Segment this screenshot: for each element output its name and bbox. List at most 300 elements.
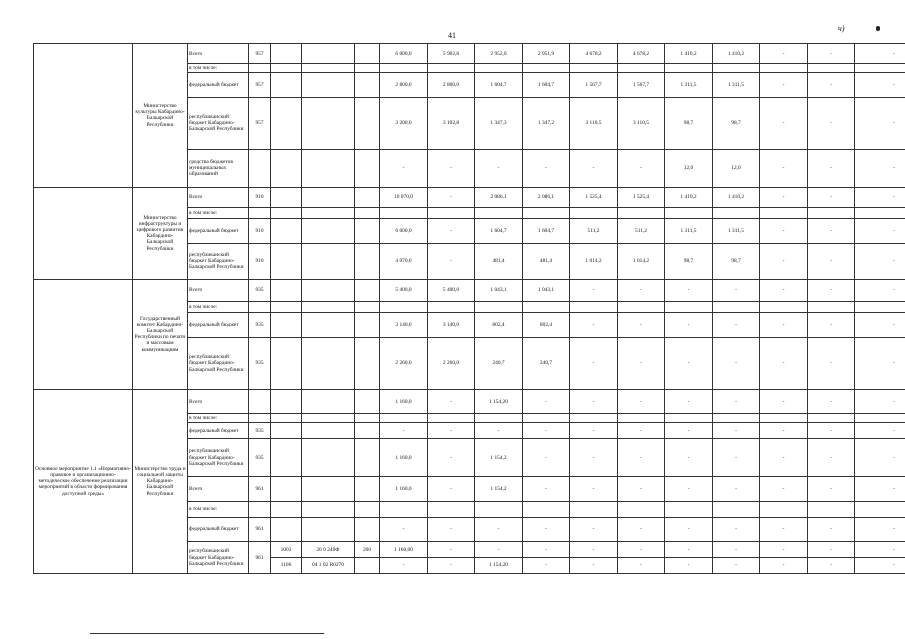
funding-source-cell: республиканский бюджет Кабардино-Балкарской Республики xyxy=(188,542,249,574)
value-cell: 1 014,2 xyxy=(570,243,618,279)
value-cell: - xyxy=(855,338,905,390)
value-cell: 1 311,5 xyxy=(665,73,713,98)
value-cell: - xyxy=(523,439,570,477)
value-cell: - xyxy=(855,219,905,244)
value-cell xyxy=(760,502,808,518)
value-cell xyxy=(380,302,428,313)
value-cell: 1 311,5 xyxy=(713,219,760,244)
value-cell: - xyxy=(428,149,475,187)
value-cell: - xyxy=(523,389,570,414)
value-cell: - xyxy=(428,243,475,279)
value-cell: - xyxy=(760,219,808,244)
value-cell: - xyxy=(808,149,855,187)
value-cell xyxy=(428,64,475,73)
value-cell xyxy=(808,502,855,518)
value-cell: - xyxy=(713,542,760,558)
grbs-cell: 910 xyxy=(249,219,271,244)
value-cell xyxy=(570,207,618,218)
value-cell: - xyxy=(855,243,905,279)
value-cell: 1 160,0 xyxy=(380,389,428,414)
csr-cell xyxy=(302,187,355,207)
value-cell: 1 604,7 xyxy=(523,219,570,244)
funding-source-cell: федеральный бюджет xyxy=(188,219,249,244)
value-cell: 98,7 xyxy=(665,97,713,149)
grbs-cell: 961 xyxy=(249,477,271,502)
value-cell: - xyxy=(618,542,665,558)
value-cell xyxy=(618,302,665,313)
funding-source-cell: федеральный бюджет xyxy=(188,517,249,542)
value-cell: 1 525,4 xyxy=(618,187,665,207)
value-cell: - xyxy=(713,477,760,502)
value-cell: 98,7 xyxy=(665,243,713,279)
value-cell xyxy=(570,64,618,73)
value-cell: 1 347,3 xyxy=(475,97,523,149)
value-cell: - xyxy=(618,313,665,338)
vr-cell xyxy=(355,502,380,518)
value-cell xyxy=(475,207,523,218)
grbs-cell: 935 xyxy=(249,423,271,439)
value-cell: - xyxy=(618,517,665,542)
value-cell: - xyxy=(475,517,523,542)
value-cell: - xyxy=(808,97,855,149)
value-cell: - xyxy=(760,558,808,574)
csr-cell xyxy=(302,243,355,279)
value-cell: 2 260,0 xyxy=(380,338,428,390)
value-cell: - xyxy=(428,517,475,542)
value-cell: - xyxy=(760,187,808,207)
value-cell: - xyxy=(523,477,570,502)
value-cell: - xyxy=(760,313,808,338)
value-cell: 3 102,8 xyxy=(428,97,475,149)
value-cell: - xyxy=(855,389,905,414)
value-cell: - xyxy=(523,423,570,439)
value-cell: 481,4 xyxy=(475,243,523,279)
value-cell xyxy=(570,302,618,313)
vr-cell xyxy=(355,423,380,439)
value-cell: 12,0 xyxy=(713,149,760,187)
grbs-cell: 910 xyxy=(249,187,271,207)
value-cell: 1 160,00 xyxy=(380,542,428,558)
rz-pr-cell xyxy=(271,243,302,279)
value-cell xyxy=(855,414,905,423)
value-cell: 1 043,1 xyxy=(475,279,523,301)
value-cell: - xyxy=(713,423,760,439)
executor-cell: Министерство инфраструктуры и цифрового развития Кабардино-Балкарской Республики xyxy=(133,187,188,279)
value-cell: 4 678,2 xyxy=(618,44,665,64)
value-cell: - xyxy=(855,187,905,207)
csr-cell xyxy=(302,439,355,477)
funding-source-cell: в том числе: xyxy=(188,207,249,218)
value-cell xyxy=(665,64,713,73)
funding-source-cell: республиканский бюджет Кабардино-Балкарской Республики xyxy=(188,338,249,390)
value-cell: 1 014,2 xyxy=(618,243,665,279)
vr-cell: 200 xyxy=(355,542,380,558)
value-cell: - xyxy=(618,439,665,477)
csr-cell xyxy=(302,207,355,218)
rz-pr-cell xyxy=(271,389,302,414)
footer-rule xyxy=(90,633,324,634)
value-cell: - xyxy=(523,517,570,542)
value-cell: - xyxy=(665,338,713,390)
value-cell: - xyxy=(713,558,760,574)
rz-pr-cell xyxy=(271,313,302,338)
value-cell: 2 800,0 xyxy=(380,73,428,98)
value-cell xyxy=(665,207,713,218)
grbs-cell: 935 xyxy=(249,313,271,338)
grbs-cell: 935 xyxy=(249,439,271,477)
value-cell: 802,4 xyxy=(475,313,523,338)
rz-pr-cell: 1106 xyxy=(271,558,302,574)
value-cell xyxy=(808,414,855,423)
csr-cell xyxy=(302,414,355,423)
csr-cell xyxy=(302,477,355,502)
value-cell: - xyxy=(428,389,475,414)
vr-cell xyxy=(355,439,380,477)
value-cell: 1 347,2 xyxy=(523,97,570,149)
grbs-cell: 957 xyxy=(249,97,271,149)
value-cell: - xyxy=(428,423,475,439)
value-cell xyxy=(665,414,713,423)
value-cell: 6 000,0 xyxy=(380,219,428,244)
value-cell: 1 604,7 xyxy=(475,73,523,98)
value-cell: - xyxy=(618,389,665,414)
value-cell xyxy=(808,207,855,218)
value-cell: - xyxy=(855,73,905,98)
value-cell: - xyxy=(665,389,713,414)
value-cell xyxy=(380,414,428,423)
value-cell: - xyxy=(855,542,905,558)
measure-cell xyxy=(34,279,133,389)
grbs-cell: 957 xyxy=(249,44,271,64)
value-cell: - xyxy=(665,477,713,502)
vr-cell xyxy=(355,219,380,244)
value-cell: - xyxy=(760,149,808,187)
value-cell: - xyxy=(713,338,760,390)
value-cell: - xyxy=(475,423,523,439)
value-cell: 2 086,1 xyxy=(523,187,570,207)
value-cell: 4 678,2 xyxy=(570,44,618,64)
rz-pr-cell xyxy=(271,187,302,207)
rz-pr-cell xyxy=(271,64,302,73)
value-cell xyxy=(665,302,713,313)
value-cell: 511,2 xyxy=(618,219,665,244)
vr-cell xyxy=(355,207,380,218)
funding-source-cell: республиканский бюджет Кабардино-Балкарской Республики xyxy=(188,243,249,279)
value-cell xyxy=(380,207,428,218)
value-cell: 3 140,0 xyxy=(380,313,428,338)
value-cell: - xyxy=(570,477,618,502)
value-cell: - xyxy=(760,97,808,149)
value-cell: - xyxy=(808,313,855,338)
value-cell: 1 410,2 xyxy=(713,44,760,64)
value-cell: 6 000,0 xyxy=(380,44,428,64)
funding-source-cell: Всего xyxy=(188,389,249,414)
funding-source-cell: Всего xyxy=(188,187,249,207)
value-cell xyxy=(523,414,570,423)
executor-cell: Министерство культуры Кабардино-Балкарской Республики xyxy=(133,44,188,188)
measure-cell: Основное мероприятие 1.1 «Нормативно-правовое и организационно-методическое обеспечение реализации мероприятий в области формирования доступной среды» xyxy=(34,389,133,573)
rz-pr-cell xyxy=(271,477,302,502)
value-cell: 3 140,0 xyxy=(428,313,475,338)
value-cell xyxy=(855,502,905,518)
value-cell xyxy=(760,207,808,218)
value-cell: 5 902,8 xyxy=(428,44,475,64)
rz-pr-cell xyxy=(271,502,302,518)
value-cell: - xyxy=(855,439,905,477)
vr-cell xyxy=(355,64,380,73)
table-row xyxy=(34,389,905,414)
csr-cell xyxy=(302,502,355,518)
value-cell: 10 070,0 xyxy=(380,187,428,207)
value-cell: - xyxy=(428,187,475,207)
csr-cell xyxy=(302,338,355,390)
value-cell: - xyxy=(855,279,905,301)
value-cell: - xyxy=(760,243,808,279)
value-cell: - xyxy=(618,423,665,439)
value-cell: - xyxy=(713,389,760,414)
value-cell: - xyxy=(808,44,855,64)
rz-pr-cell xyxy=(271,219,302,244)
rz-pr-cell xyxy=(271,207,302,218)
rz-pr-cell xyxy=(271,338,302,390)
value-cell xyxy=(760,302,808,313)
executor-cell: Государственный комитет Кабардино-Балкарской Республики по печати и массовым коммуникациям xyxy=(133,279,188,389)
value-cell: - xyxy=(475,542,523,558)
vr-cell xyxy=(355,187,380,207)
value-cell: 481,4 xyxy=(523,243,570,279)
value-cell: - xyxy=(808,73,855,98)
value-cell: - xyxy=(523,542,570,558)
funding-source-cell: федеральный бюджет xyxy=(188,73,249,98)
value-cell: 2 952,0 xyxy=(475,44,523,64)
csr-cell xyxy=(302,64,355,73)
value-cell: 511,2 xyxy=(570,219,618,244)
value-cell: - xyxy=(808,558,855,574)
value-cell: - xyxy=(618,558,665,574)
value-cell: - xyxy=(570,542,618,558)
grbs-cell xyxy=(249,207,271,218)
csr-cell xyxy=(302,517,355,542)
grbs-cell: 935 xyxy=(249,338,271,390)
funding-source-cell: в том числе: xyxy=(188,502,249,518)
value-cell: - xyxy=(760,279,808,301)
value-cell xyxy=(475,302,523,313)
value-cell xyxy=(523,302,570,313)
value-cell: 1 160,0 xyxy=(380,439,428,477)
value-cell: - xyxy=(428,477,475,502)
funding-source-cell: республиканский бюджет Кабардино-Балкарской Республики xyxy=(188,97,249,149)
value-cell xyxy=(428,207,475,218)
value-cell: 1 154,20 xyxy=(475,558,523,574)
value-cell: 1 311,5 xyxy=(665,219,713,244)
vr-cell xyxy=(355,279,380,301)
csr-cell xyxy=(302,73,355,98)
csr-cell xyxy=(302,97,355,149)
grbs-cell: 935 xyxy=(249,279,271,301)
value-cell xyxy=(428,502,475,518)
page-number: 41 xyxy=(448,31,456,40)
value-cell xyxy=(570,414,618,423)
value-cell: - xyxy=(618,477,665,502)
vr-cell xyxy=(355,517,380,542)
value-cell: - xyxy=(380,423,428,439)
value-cell: - xyxy=(618,279,665,301)
value-cell: - xyxy=(665,517,713,542)
value-cell xyxy=(713,207,760,218)
value-cell: 12,0 xyxy=(665,149,713,187)
funding-source-cell: средства бюджетов муниципальных образований xyxy=(188,149,249,187)
rz-pr-cell xyxy=(271,439,302,477)
value-cell: 5 400,0 xyxy=(428,279,475,301)
value-cell: - xyxy=(380,558,428,574)
vr-cell xyxy=(355,44,380,64)
vr-cell xyxy=(355,149,380,187)
value-cell xyxy=(855,302,905,313)
value-cell: 1 043,1 xyxy=(523,279,570,301)
value-cell: - xyxy=(380,149,428,187)
value-cell: - xyxy=(618,149,665,187)
value-cell: 2 260,0 xyxy=(428,338,475,390)
value-cell: 1 154,20 xyxy=(475,389,523,414)
value-cell: - xyxy=(808,439,855,477)
value-cell xyxy=(475,64,523,73)
csr-cell xyxy=(302,219,355,244)
table-row xyxy=(34,279,905,301)
value-cell: - xyxy=(760,44,808,64)
funding-source-cell: федеральный бюджет xyxy=(188,423,249,439)
value-cell: - xyxy=(570,149,618,187)
value-cell xyxy=(855,207,905,218)
value-cell xyxy=(665,502,713,518)
csr-cell xyxy=(302,302,355,313)
value-cell: 3 200,0 xyxy=(380,97,428,149)
value-cell: 98,7 xyxy=(713,243,760,279)
value-cell: - xyxy=(855,149,905,187)
vr-cell xyxy=(355,414,380,423)
value-cell: - xyxy=(570,423,618,439)
value-cell: - xyxy=(665,279,713,301)
value-cell: - xyxy=(570,313,618,338)
value-cell: - xyxy=(855,558,905,574)
value-cell: - xyxy=(855,97,905,149)
value-cell: - xyxy=(665,542,713,558)
csr-cell xyxy=(302,279,355,301)
grbs-cell xyxy=(249,414,271,423)
value-cell: - xyxy=(570,439,618,477)
value-cell: - xyxy=(428,219,475,244)
vr-cell xyxy=(355,97,380,149)
value-cell: - xyxy=(808,542,855,558)
value-cell: 1 410,2 xyxy=(665,187,713,207)
funding-source-cell: Всего xyxy=(188,44,249,64)
value-cell: 1 154,2 xyxy=(475,477,523,502)
value-cell xyxy=(380,64,428,73)
value-cell xyxy=(808,302,855,313)
value-cell: 1 567,7 xyxy=(618,73,665,98)
budget-table xyxy=(33,43,905,574)
value-cell: 1 567,7 xyxy=(570,73,618,98)
rz-pr-cell xyxy=(271,279,302,301)
value-cell: - xyxy=(808,389,855,414)
value-cell: - xyxy=(665,558,713,574)
value-cell: - xyxy=(713,279,760,301)
rz-pr-cell xyxy=(271,149,302,187)
funding-source-cell: в том числе: xyxy=(188,414,249,423)
scan-dot xyxy=(876,26,880,31)
csr-cell xyxy=(302,313,355,338)
value-cell: - xyxy=(855,423,905,439)
value-cell: 240,7 xyxy=(475,338,523,390)
value-cell: - xyxy=(570,279,618,301)
grbs-cell: 961 xyxy=(249,517,271,542)
value-cell xyxy=(523,64,570,73)
value-cell: 2 086,1 xyxy=(475,187,523,207)
value-cell: - xyxy=(760,73,808,98)
funding-source-cell: в том числе: xyxy=(188,64,249,73)
value-cell: 5 400,0 xyxy=(380,279,428,301)
grbs-cell xyxy=(249,502,271,518)
value-cell: 1 154,2 xyxy=(475,439,523,477)
grbs-cell xyxy=(249,302,271,313)
csr-cell xyxy=(302,389,355,414)
value-cell xyxy=(428,414,475,423)
funding-source-cell: в том числе: xyxy=(188,302,249,313)
value-cell: - xyxy=(855,477,905,502)
measure-cell xyxy=(34,44,133,188)
csr-cell: 26 0 240Ф xyxy=(302,542,355,558)
value-cell: 98,7 xyxy=(713,97,760,149)
value-cell xyxy=(475,502,523,518)
value-cell: - xyxy=(665,313,713,338)
value-cell xyxy=(475,414,523,423)
value-cell xyxy=(523,207,570,218)
value-cell xyxy=(380,502,428,518)
value-cell xyxy=(618,414,665,423)
value-cell: - xyxy=(713,313,760,338)
value-cell: - xyxy=(808,477,855,502)
grbs-cell xyxy=(249,389,271,414)
value-cell: - xyxy=(475,149,523,187)
value-cell: 1 604,7 xyxy=(475,219,523,244)
value-cell: - xyxy=(570,517,618,542)
value-cell: - xyxy=(570,338,618,390)
value-cell xyxy=(618,502,665,518)
value-cell: - xyxy=(760,423,808,439)
grbs-cell: 910 xyxy=(249,243,271,279)
value-cell: - xyxy=(760,477,808,502)
value-cell: - xyxy=(855,313,905,338)
value-cell: - xyxy=(808,279,855,301)
value-cell: - xyxy=(808,423,855,439)
rz-pr-cell xyxy=(271,423,302,439)
rz-pr-cell xyxy=(271,414,302,423)
measure-cell xyxy=(34,187,133,279)
rz-pr-cell: 1003 xyxy=(271,542,302,558)
value-cell: - xyxy=(808,338,855,390)
value-cell: 1 525,4 xyxy=(570,187,618,207)
value-cell xyxy=(523,502,570,518)
rz-pr-cell xyxy=(271,97,302,149)
table-row xyxy=(34,44,905,64)
value-cell: - xyxy=(618,338,665,390)
vr-cell xyxy=(355,302,380,313)
value-cell: - xyxy=(570,558,618,574)
value-cell: 240,7 xyxy=(523,338,570,390)
table-row xyxy=(34,187,905,207)
csr-cell xyxy=(302,44,355,64)
rz-pr-cell xyxy=(271,73,302,98)
value-cell: - xyxy=(760,517,808,542)
